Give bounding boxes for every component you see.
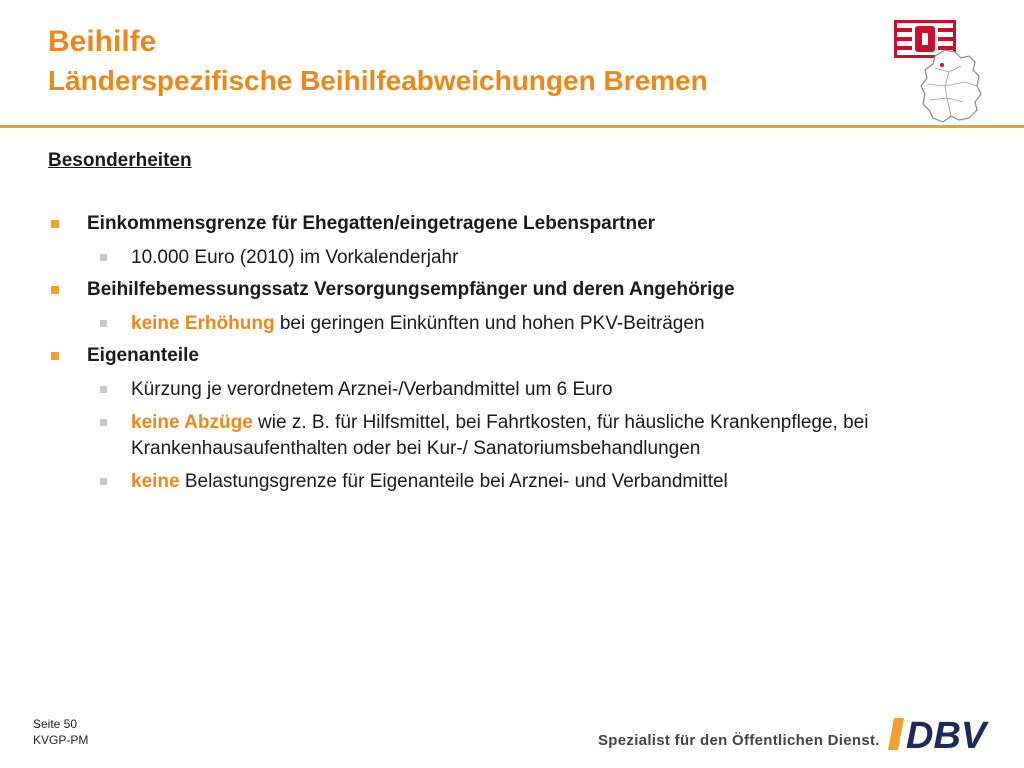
germany-map-icon: [915, 48, 987, 124]
sub-list-item: [48, 245, 948, 271]
footer-tagline: Spezialist für den Öffentlichen Dienst.: [598, 732, 880, 749]
sub-list-item: [48, 377, 948, 403]
list-item-text: Einkommensgrenze für Ehegatten/eingetragene Lebenspartner: [87, 213, 656, 234]
sub-list-item-text: 10.000 Euro (2010) im Vorkalenderjahr: [131, 247, 459, 268]
sub-list-item: [48, 469, 948, 495]
document-code: KVGP-PM: [33, 733, 89, 747]
title-divider: [0, 125, 1024, 128]
highlight-text: keine: [131, 471, 180, 492]
page-subtitle: Länderspezifische Beihilfeabweichungen Bremen: [48, 65, 708, 96]
list-item: [48, 278, 948, 302]
sub-list-item: [48, 410, 948, 462]
bullet-list: [48, 212, 948, 502]
sub-bullet-icon: [100, 254, 107, 261]
dbv-logo-text: DBV: [906, 716, 987, 752]
list-item: [48, 344, 948, 368]
footer-page-info: [33, 716, 88, 748]
page-title: Beihilfe: [48, 25, 157, 58]
sub-bullet-icon: [100, 320, 107, 327]
sub-list-item: [48, 311, 948, 337]
highlight-text: keine Abzüge: [131, 412, 253, 433]
dbv-logo: [888, 716, 1006, 752]
sub-list-item-text: Kürzung je verordnetem Arznei-/Verbandmittel um 6 Euro: [131, 379, 613, 400]
bullet-icon: [51, 220, 59, 228]
sub-bullet-icon: [100, 478, 107, 485]
list-item-text: Eigenanteile: [87, 345, 199, 366]
sub-list-item-text: bei geringen Einkünften und hohen PKV-Beiträgen: [274, 313, 705, 334]
sub-bullet-icon: [100, 386, 107, 393]
sub-bullet-icon: [100, 419, 107, 426]
section-heading: Besonderheiten: [48, 150, 192, 171]
sub-list-item-text: wie z. B. für Hilfsmittel, bei Fahrtkosten, für häusliche Krankenpflege, bei Krankenhausaufenthalten oder bei Kur-/ Sanatoriumsbehandlungen: [131, 412, 869, 459]
list-item: [48, 212, 948, 236]
bullet-icon: [51, 286, 59, 294]
page-number: Seite 50: [33, 717, 78, 731]
highlight-text: keine Erhöhung: [131, 313, 275, 334]
bullet-icon: [51, 352, 59, 360]
sub-list-item-text: Belastungsgrenze für Eigenanteile bei Arznei- und Verbandmittel: [179, 471, 728, 492]
list-item-text: Beihilfebemessungssatz Versorgungsempfänger und deren Angehörige: [87, 279, 735, 300]
